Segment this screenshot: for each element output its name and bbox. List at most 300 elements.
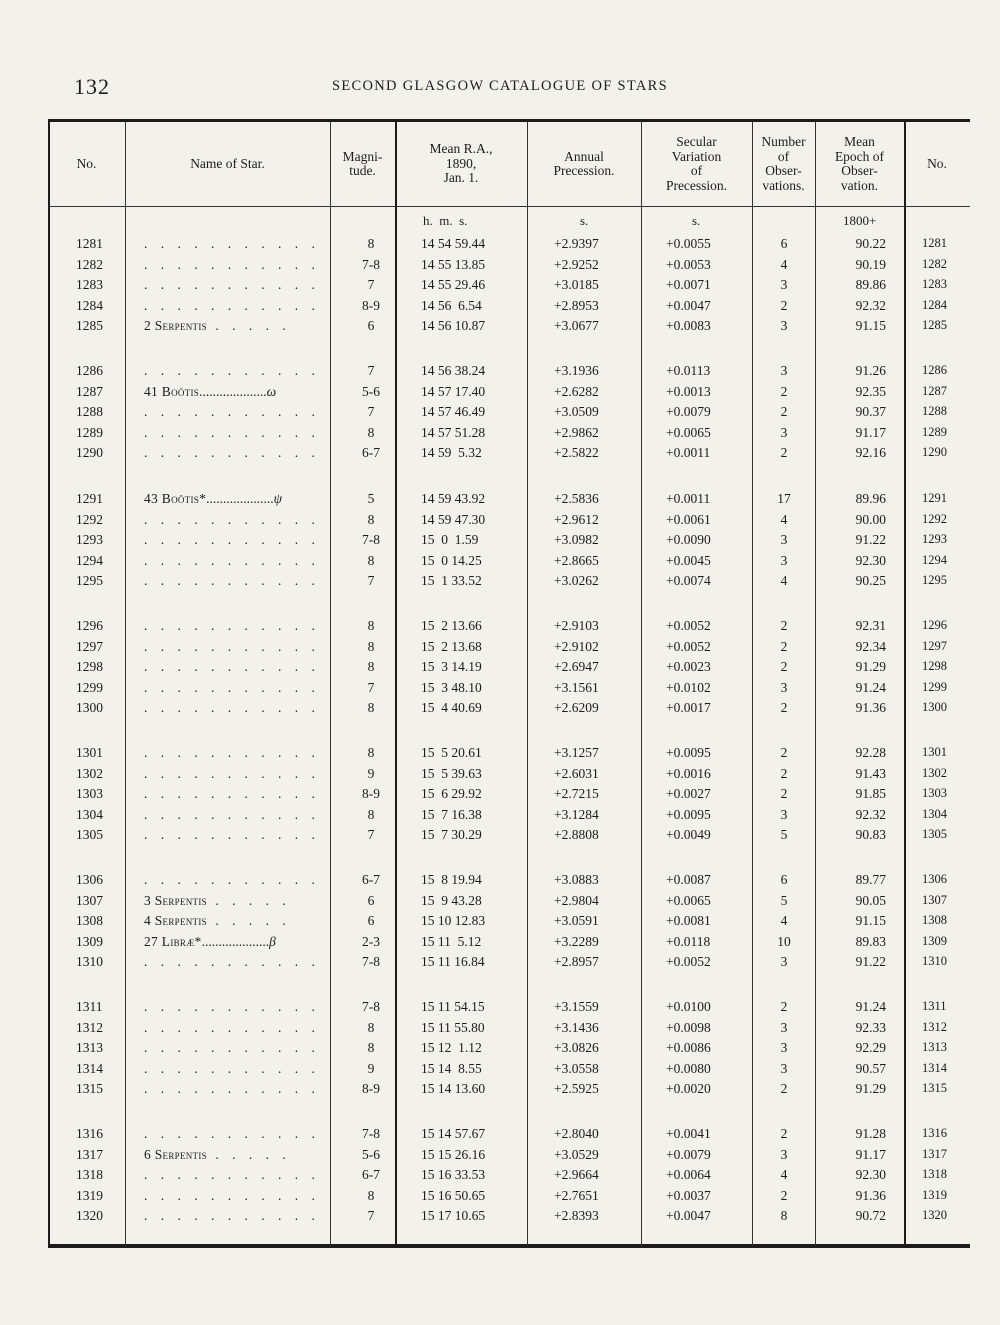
star-name-cell (144, 872, 324, 888)
secular-variation: +0.0017 (666, 700, 711, 715)
secular-variation: +0.0047 (666, 1208, 711, 1223)
star-number: 1317 (76, 1146, 103, 1162)
table-row (0, 1147, 1000, 1167)
annual-precession: +2.8808 (554, 827, 599, 842)
right-ascension: 14 57 51.28 (421, 424, 486, 440)
right-ascension: 15 1 33.52 (421, 573, 482, 588)
secular-variation: +0.0102 (666, 679, 711, 695)
header-annual-precession: Annual Precession. (553, 148, 615, 178)
secular-variation: +0.0061 (666, 511, 711, 527)
mean-epoch: 90.00 (855, 511, 886, 527)
right-ascension: 15 0 1.59 (421, 532, 479, 547)
star-name-cell (144, 1040, 324, 1056)
observation-count: 3 (780, 1060, 788, 1076)
star-number-right: 1307 (922, 892, 947, 907)
table-row (0, 445, 1000, 465)
leader-dots: . . . . . . . . . . . (144, 256, 320, 272)
star-name-cell (144, 745, 324, 761)
star-number-right: 1295 (922, 573, 947, 587)
annual-precession: +2.9664 (554, 1167, 599, 1182)
table-row (0, 277, 1000, 297)
star-name-cell (144, 384, 324, 400)
mean-epoch: 92.32 (855, 297, 886, 313)
table-row (0, 425, 1000, 445)
magnitude: 6-7 (362, 1167, 380, 1182)
leader-dots: . . . . . (206, 318, 291, 333)
secular-variation: +0.0053 (666, 256, 711, 272)
leader-dots: . . . . . . . . . . . (144, 618, 320, 633)
magnitude: 7 (367, 277, 375, 292)
star-name-cell (144, 913, 324, 929)
leader-dots: . . . . . . . . . . . (144, 277, 320, 292)
star-number: 1283 (76, 277, 103, 292)
right-ascension: 15 11 16.84 (421, 954, 485, 969)
bayer-letter: β (269, 933, 276, 949)
star-number-right: 1305 (922, 827, 947, 841)
star-number-right: 1294 (922, 552, 947, 567)
star-number: 1291 (76, 491, 103, 506)
right-ascension: 14 57 46.49 (421, 404, 486, 419)
header-secular-variation: Secular Variation of Precession. (665, 134, 728, 193)
units-secular: s. (692, 213, 701, 228)
annual-precession: +3.0982 (554, 532, 599, 547)
star-number: 1300 (76, 700, 103, 715)
observation-count: 3 (780, 954, 788, 969)
secular-variation: +0.0086 (666, 1040, 711, 1055)
leader-dots: . . . . . . . . . . . (144, 573, 320, 588)
observation-count: 2 (780, 618, 788, 633)
right-ascension: 15 14 13.60 (421, 1081, 486, 1096)
star-number-right: 1309 (922, 933, 947, 948)
observation-count: 5 (780, 892, 788, 908)
star-name-cell (144, 934, 324, 950)
star-name-cell (144, 445, 324, 461)
star-number-right: 1315 (922, 1081, 947, 1095)
observation-count: 3 (780, 424, 788, 440)
secular-variation: +0.0080 (666, 1060, 711, 1076)
header-no: No. (76, 155, 97, 171)
observation-count: 2 (780, 445, 788, 460)
mean-epoch: 92.30 (855, 1167, 886, 1182)
magnitude: 7-8 (362, 954, 380, 969)
leader-dots: . . . . . (206, 913, 291, 928)
star-name-cell (144, 573, 324, 589)
leader-dots: . . . . . . . . . . . (144, 954, 320, 969)
secular-variation: +0.0074 (666, 573, 711, 588)
observation-count: 3 (780, 1146, 788, 1162)
observation-count: 4 (780, 1167, 788, 1182)
star-name-cell (144, 363, 324, 379)
secular-variation: +0.0065 (666, 892, 711, 908)
secular-variation: +0.0020 (666, 1081, 711, 1096)
secular-variation: +0.0023 (666, 659, 711, 674)
units-ra: h. m. s. (423, 213, 468, 228)
star-number: 1314 (76, 1060, 103, 1076)
secular-variation: +0.0113 (666, 363, 711, 378)
annual-precession: +3.0826 (554, 1040, 599, 1055)
observation-count: 3 (780, 363, 788, 378)
magnitude: 8 (367, 1019, 375, 1035)
leader-dots: . . . . . . . . . . . (144, 1167, 320, 1182)
magnitude: 7-8 (362, 532, 380, 547)
observation-count: 2 (780, 383, 788, 399)
right-ascension: 14 57 17.40 (421, 383, 486, 399)
right-ascension: 15 16 33.53 (421, 1167, 486, 1182)
mean-epoch: 90.83 (855, 827, 886, 842)
star-number: 1308 (76, 913, 103, 928)
right-ascension: 15 7 16.38 (421, 806, 482, 822)
observation-count: 6 (780, 872, 788, 887)
star-number: 1310 (76, 954, 103, 969)
secular-variation: +0.0081 (666, 913, 711, 928)
mean-epoch: 92.31 (855, 618, 886, 633)
star-number-right: 1298 (922, 659, 947, 673)
observation-count: 2 (780, 1081, 788, 1096)
right-ascension: 14 59 43.92 (421, 491, 486, 506)
magnitude: 8 (367, 424, 375, 440)
star-number: 1293 (76, 532, 103, 547)
star-name: 41 Boötis (144, 383, 200, 399)
star-number: 1313 (76, 1040, 103, 1055)
star-number-right: 1319 (922, 1187, 947, 1202)
mean-epoch: 91.29 (855, 659, 886, 674)
table-row (0, 954, 1000, 974)
leader-dots: . . . . . . . . . . . (144, 363, 320, 378)
table-row (0, 257, 1000, 277)
star-name-cell (144, 700, 324, 716)
star-name-cell (144, 807, 324, 823)
star-number: 1306 (76, 872, 103, 887)
secular-variation: +0.0095 (666, 745, 711, 760)
magnitude: 7 (367, 827, 375, 842)
mean-epoch: 89.86 (855, 277, 886, 292)
annual-precession: +2.6947 (554, 659, 599, 674)
star-name-cell (144, 298, 324, 314)
magnitude: 8 (367, 1187, 375, 1203)
table-row (0, 1126, 1000, 1146)
table-row (0, 512, 1000, 532)
star-number-right: 1282 (922, 256, 947, 271)
table-row (0, 404, 1000, 424)
mean-epoch: 91.28 (855, 1126, 886, 1141)
table-row (0, 553, 1000, 573)
star-number-right: 1313 (922, 1040, 947, 1054)
mean-epoch: 92.35 (855, 383, 886, 399)
star-number: 1297 (76, 638, 103, 654)
table-row (0, 766, 1000, 786)
star-name-cell (144, 659, 324, 675)
magnitude: 6-7 (362, 445, 380, 460)
right-ascension: 15 12 1.12 (421, 1040, 482, 1055)
star-name-cell (144, 236, 324, 252)
mean-epoch: 90.25 (855, 573, 886, 588)
magnitude: 8 (367, 700, 375, 715)
star-number-right: 1283 (922, 277, 947, 291)
star-name-cell (144, 318, 324, 334)
mean-epoch: 92.32 (855, 806, 886, 822)
star-name-cell (144, 1126, 324, 1142)
star-name-cell (144, 827, 324, 843)
secular-variation: +0.0052 (666, 618, 711, 633)
header-name: Name of Star. (190, 155, 265, 171)
magnitude: 5 (367, 491, 375, 506)
mean-epoch: 90.72 (855, 1208, 886, 1223)
mean-epoch: 89.96 (855, 491, 886, 506)
secular-variation: +0.0052 (666, 954, 711, 969)
table-row (0, 872, 1000, 892)
right-ascension: 15 8 19.94 (421, 872, 482, 887)
observation-count: 2 (780, 1126, 788, 1141)
star-number-right: 1284 (922, 297, 947, 312)
mean-epoch: 91.26 (855, 363, 886, 378)
mean-epoch: 92.16 (855, 445, 886, 460)
magnitude: 7 (367, 1208, 375, 1223)
leader-dots: . . . . . . . . . . . (144, 999, 320, 1014)
magnitude: 6 (367, 892, 375, 908)
star-number-right: 1300 (922, 700, 947, 714)
leader-dots: . . . . . . . . . . . (144, 806, 320, 822)
star-number-right: 1297 (922, 638, 947, 653)
magnitude: 8 (367, 806, 375, 822)
star-number: 1319 (76, 1187, 103, 1203)
table-row (0, 573, 1000, 593)
table-row (0, 807, 1000, 827)
star-name-cell (144, 277, 324, 293)
annual-precession: +2.9612 (554, 511, 599, 527)
star-number-right: 1281 (922, 236, 947, 250)
star-name: 2 Serpentis (144, 318, 207, 333)
leader-dots: . . . . . . . . . . . (144, 1040, 320, 1055)
magnitude: 9 (367, 765, 375, 781)
secular-variation: +0.0065 (666, 424, 711, 440)
magnitude: 7-8 (362, 256, 380, 272)
leader-dots: . . . . . . . . . . . (144, 445, 320, 460)
star-number-right: 1314 (922, 1060, 947, 1075)
annual-precession: +2.7651 (554, 1187, 599, 1203)
mean-epoch: 92.28 (855, 745, 886, 760)
star-number: 1281 (76, 236, 103, 251)
right-ascension: 14 56 38.24 (421, 363, 486, 378)
observation-count: 2 (780, 297, 788, 313)
observation-count: 2 (780, 659, 788, 674)
magnitude: 8 (367, 552, 375, 568)
annual-precession: +2.9397 (554, 236, 599, 251)
star-name-cell (144, 618, 324, 634)
mean-epoch: 91.24 (855, 679, 886, 695)
secular-variation: +0.0013 (666, 383, 711, 399)
mean-epoch: 91.29 (855, 1081, 886, 1096)
secular-variation: +0.0047 (666, 297, 711, 313)
annual-precession: +3.1561 (554, 679, 599, 695)
star-number-right: 1299 (922, 679, 947, 694)
star-number: 1307 (76, 892, 103, 908)
table-row (0, 913, 1000, 933)
observation-count: 2 (780, 404, 788, 419)
header-mean-epoch: Mean Epoch of Obser- vation. (834, 134, 885, 193)
leader-dots: . . . . . . . . . . . (144, 552, 320, 568)
table-row (0, 1167, 1000, 1187)
star-number: 1292 (76, 511, 103, 527)
secular-variation: +0.0049 (666, 827, 711, 842)
star-number: 1289 (76, 424, 103, 440)
leader-dots: . . . . . . . . . . . (144, 765, 320, 781)
right-ascension: 15 2 13.68 (421, 638, 482, 654)
header-mean-ra: Mean R.A., 1890, Jan. 1. (429, 141, 493, 186)
observation-count: 3 (780, 806, 788, 822)
table-row (0, 384, 1000, 404)
right-ascension: 14 59 5.32 (421, 445, 482, 460)
star-number: 1302 (76, 765, 103, 781)
leader-dots: . . . . . . . . . . . (144, 297, 320, 313)
right-ascension: 15 7 30.29 (421, 827, 482, 842)
star-number-right: 1308 (922, 913, 947, 927)
star-number: 1285 (76, 318, 103, 333)
right-ascension: 15 17 10.65 (421, 1208, 486, 1223)
annual-precession: +3.2289 (554, 933, 599, 949)
annual-precession: +2.8040 (554, 1126, 599, 1141)
table-row (0, 491, 1000, 511)
secular-variation: +0.0011 (666, 445, 711, 460)
star-number: 1282 (76, 256, 103, 272)
observation-count: 3 (780, 1019, 788, 1035)
star-number: 1318 (76, 1167, 103, 1182)
right-ascension: 15 5 39.63 (421, 765, 482, 781)
magnitude: 9 (367, 1060, 375, 1076)
star-number-right: 1288 (922, 404, 947, 418)
table-row (0, 618, 1000, 638)
running-head: SECOND GLASGOW CATALOGUE OF STARS (332, 78, 668, 94)
star-name-cell (144, 425, 324, 441)
observation-count: 3 (780, 552, 788, 568)
star-number: 1320 (76, 1208, 103, 1223)
right-ascension: 15 6 29.92 (421, 786, 482, 801)
mean-epoch: 91.22 (855, 954, 886, 969)
leader-dots: . . . . . . . . . . . (144, 532, 320, 547)
table-row (0, 363, 1000, 383)
leader-dots: . . . . . . . . . . . (144, 638, 320, 654)
right-ascension: 14 59 47.30 (421, 511, 486, 527)
annual-precession: +2.8953 (554, 297, 599, 313)
star-number: 1305 (76, 827, 103, 842)
leader-dots: . . . . . . . . . . . (144, 679, 320, 695)
star-number-right: 1303 (922, 786, 947, 800)
right-ascension: 15 11 54.15 (421, 999, 485, 1014)
secular-variation: +0.0016 (666, 765, 711, 781)
right-ascension: 15 11 55.80 (421, 1019, 485, 1035)
star-name-cell (144, 553, 324, 569)
star-number: 1299 (76, 679, 103, 695)
star-name-cell (144, 680, 324, 696)
leader-dots: .................... (199, 383, 267, 399)
annual-precession: +2.9102 (554, 638, 599, 654)
star-number-right: 1289 (922, 424, 947, 439)
mean-epoch: 92.29 (855, 1040, 886, 1055)
star-name-cell (144, 1020, 324, 1036)
star-number-right: 1296 (922, 618, 947, 632)
star-number: 1312 (76, 1019, 103, 1035)
mean-epoch: 91.17 (855, 1146, 886, 1162)
right-ascension: 15 10 12.83 (421, 913, 486, 928)
secular-variation: +0.0118 (666, 933, 711, 949)
observation-count: 2 (780, 1187, 788, 1203)
star-number-right: 1290 (922, 445, 947, 459)
leader-dots: . . . . . . . . . . . (144, 786, 320, 801)
star-number-right: 1320 (922, 1208, 947, 1222)
secular-variation: +0.0027 (666, 786, 711, 801)
mean-epoch: 91.85 (855, 786, 886, 801)
bayer-letter: ψ (273, 491, 283, 506)
star-name-cell (144, 1188, 324, 1204)
table-row (0, 1020, 1000, 1040)
annual-precession: +2.6209 (554, 700, 599, 715)
secular-variation: +0.0055 (666, 236, 711, 251)
star-number: 1303 (76, 786, 103, 801)
mean-epoch: 91.24 (855, 999, 886, 1014)
observation-count: 2 (780, 745, 788, 760)
annual-precession: +2.9103 (554, 618, 599, 633)
star-number: 1316 (76, 1126, 103, 1141)
annual-precession: +2.9804 (554, 892, 599, 908)
magnitude: 5-6 (362, 383, 380, 399)
star-number-right: 1291 (922, 491, 947, 505)
star-name-cell (144, 786, 324, 802)
annual-precession: +2.5836 (554, 491, 599, 506)
annual-precession: +2.7215 (554, 786, 599, 801)
secular-variation: +0.0100 (666, 999, 711, 1014)
observation-count: 4 (780, 256, 788, 272)
observation-count: 3 (780, 532, 788, 547)
annual-precession: +2.6031 (554, 765, 599, 781)
observation-count: 4 (780, 511, 788, 527)
leader-dots: . . . . . (206, 1146, 291, 1162)
mean-epoch: 89.77 (855, 872, 886, 887)
table-row (0, 680, 1000, 700)
table-row (0, 236, 1000, 256)
annual-precession: +3.0262 (554, 573, 599, 588)
leader-dots: . . . . . . . . . . . (144, 700, 320, 715)
page-number: 132 (74, 74, 110, 99)
leader-dots: . . . . . . . . . . . (144, 1208, 320, 1223)
annual-precession: +2.9862 (554, 424, 599, 440)
star-number-right: 1311 (922, 999, 947, 1013)
observation-count: 3 (780, 679, 788, 695)
magnitude: 7 (367, 573, 375, 588)
right-ascension: 15 14 57.67 (421, 1126, 486, 1141)
annual-precession: +2.8957 (554, 954, 599, 969)
magnitude: 8-9 (362, 786, 380, 801)
header-magnitude: Magni- tude. (342, 148, 383, 178)
secular-variation: +0.0045 (666, 552, 711, 568)
annual-precession: +2.8665 (554, 552, 599, 568)
annual-precession: +2.5925 (554, 1081, 599, 1096)
star-number: 1290 (76, 445, 103, 460)
mean-epoch: 90.22 (855, 236, 886, 251)
magnitude: 8 (367, 1040, 375, 1055)
star-number: 1301 (76, 745, 103, 760)
units-epoch: 1800+ (843, 213, 877, 228)
annual-precession: +3.0529 (554, 1146, 599, 1162)
secular-variation: +0.0098 (666, 1019, 711, 1035)
mean-epoch: 91.17 (855, 424, 886, 440)
star-number-right: 1304 (922, 806, 947, 821)
star-name-cell (144, 893, 324, 909)
star-number: 1296 (76, 618, 103, 633)
secular-variation: +0.0011 (666, 491, 711, 506)
mean-epoch: 91.36 (855, 700, 886, 715)
star-number: 1288 (76, 404, 103, 419)
right-ascension: 14 54 59.44 (421, 236, 486, 251)
table-row (0, 1081, 1000, 1101)
